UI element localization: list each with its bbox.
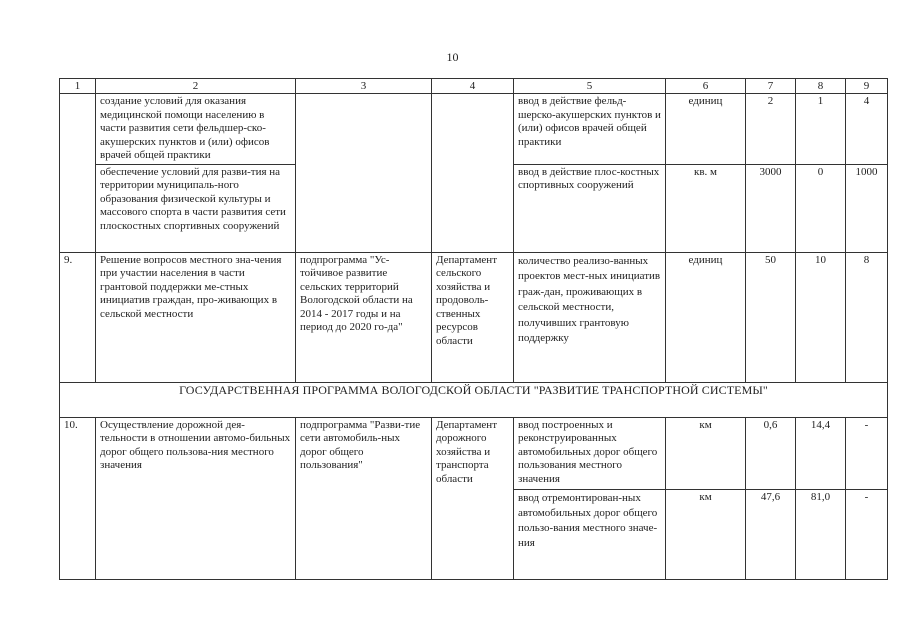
value-cell: 10 [796, 252, 846, 382]
number-cell: 9. [60, 252, 96, 382]
value-cell: 81,0 [796, 489, 846, 579]
header-cell: 3 [296, 79, 432, 94]
value-cell: 0 [796, 164, 846, 252]
header-cell: 8 [796, 79, 846, 94]
value-cell: 0,6 [746, 417, 796, 489]
header-cell: 4 [432, 79, 514, 94]
number-cell [60, 164, 96, 252]
table-row [60, 94, 888, 165]
value-cell: 1000 [846, 164, 888, 252]
unit-cell: единиц [666, 94, 746, 165]
indicator-cell: ввод построенных и реконструированных автомобильных дорог общего пользования местного значения [514, 417, 666, 489]
table-row [60, 417, 888, 489]
subprogram-cell [296, 94, 432, 165]
header-cell: 9 [846, 79, 888, 94]
value-cell: 14,4 [796, 417, 846, 489]
department-cell: Департамент дорожного хозяйства и транспорта области [432, 417, 514, 579]
header-cell: 7 [746, 79, 796, 94]
table-row [60, 164, 888, 252]
section-title-row [60, 382, 888, 417]
number-cell: 10. [60, 417, 96, 579]
header-row [60, 79, 888, 94]
department-cell: Департамент сельского хозяйства и продоволь-ственных ресурсов области [432, 252, 514, 382]
number-cell [60, 94, 96, 165]
indicator-cell: ввод в действие фельд-шерско-акушерских пунктов и (или) офисов врачей общей практики [514, 94, 666, 165]
subprogram-cell: подпрограмма "Ус-тойчивое развитие сельских территорий Вологодской области на 2014 - 2017 годы и на период до 2020 го-да" [296, 252, 432, 382]
header-cell: 2 [96, 79, 296, 94]
value-cell: 47,6 [746, 489, 796, 579]
unit-cell: км [666, 489, 746, 579]
value-cell: 3000 [746, 164, 796, 252]
value-cell: - [846, 417, 888, 489]
value-cell: 4 [846, 94, 888, 165]
task-cell: обеспечение условий для разви-тия на территории муниципаль-ного образования физической культуры и массового спорта в части развития сети плоскостных спортивных сооружений [96, 164, 296, 252]
value-cell: 1 [796, 94, 846, 165]
table-row [60, 252, 888, 382]
value-cell: 8 [846, 252, 888, 382]
unit-cell: км [666, 417, 746, 489]
header-cell: 5 [514, 79, 666, 94]
subprogram-cell: подпрограмма "Разви-тие сети автомобиль-ных дорог общего пользования" [296, 417, 432, 579]
unit-cell: кв. м [666, 164, 746, 252]
task-cell: создание условий для оказания медицинской помощи населению в части развития сети фельдшер-ско-акушерских пунктов и (или) офисов врачей общей практики [96, 94, 296, 165]
indicator-cell: количество реализо-ванных проектов мест-ных инициатив граж-дан, проживающих в сельской местности, получивших грантовую поддержку [514, 252, 666, 382]
indicator-cell: ввод в действие плос-костных спортивных сооружений [514, 164, 666, 252]
indicator-cell: ввод отремонтирован-ных автомобильных дорог общего пользо-вания местного значе-ния [514, 489, 666, 579]
value-cell: 2 [746, 94, 796, 165]
value-cell: 50 [746, 252, 796, 382]
subprogram-cell [296, 164, 432, 252]
task-cell: Решение вопросов местного зна-чения при участии населения в части грантовой поддержки ме-стных инициатив граждан, про-живающих в сельской местности [96, 252, 296, 382]
header-cell: 6 [666, 79, 746, 94]
section-title: ГОСУДАРСТВЕННАЯ ПРОГРАММА ВОЛОГОДСКОЙ ОБЛАСТИ "РАЗВИТИЕ ТРАНСПОРТНОЙ СИСТЕМЫ" [60, 382, 888, 417]
department-cell [432, 94, 514, 165]
value-cell: - [846, 489, 888, 579]
unit-cell: единиц [666, 252, 746, 382]
page-number: 10 [446, 50, 459, 64]
department-cell [432, 164, 514, 252]
header-cell: 1 [60, 79, 96, 94]
program-table [59, 78, 888, 580]
task-cell: Осуществление дорожной дея-тельности в отношении автомо-бильных дорог общего пользова-ния местного значения [96, 417, 296, 579]
